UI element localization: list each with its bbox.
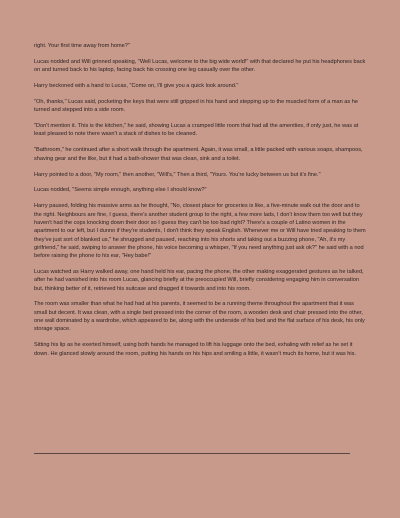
- paragraph-5: "Don't mention it. This is the kitchen," he said, showing Lucas a cramped little room that had all the amenities, if only just, he was at least pleased to note there wasn't a stack of dishes to be cleaned.: [34, 123, 359, 138]
- paragraph-9: Harry paused, folding his massive arms as he thought, "No, closest place for groceries is like, a five-minute walk out the door and to the right. Neighbours are fine, I guess, there's another student group to the right, a few more lads, I don't know them too well but they haven't had the cops knocking down their door so I guess they can't be too bad right? There's a couple of Latino women in the apartment to our left, but I dunno if they're students, I don't think they speak English. Whenever me or Will have tried speaking to them they've just sort of blanked us," he shrugged and paused, reaching into his shorts and taking out a buzzing phone, "Ah, it's my girlfriend," he said, swiping to answer the phone, his voice becoming a whisper, "If you need anything just ask ok?" he said with a nod before raising the phone to his ear, "Hey babe!": [34, 203, 366, 260]
- paragraph-10: Lucas watched as Harry walked away, one hand held his ear, pacing the phone, the other making exaggerated gestures as he talked, after he had vanished into his room Lucas, glancing briefly at the preoccupied Will, briefly considering engaging him in conversation but, thinking better of it, retrieved his suitcase and dragged it towards and into his room.: [34, 268, 364, 292]
- paragraph-7: Harry pointed to a door, "My room," then another, "Will's," Then a third, "Yours. You're lucky between us but it's fine.": [34, 171, 321, 178]
- paragraph-4: "Oh, thanks," Lucas said, pocketing the keys that were still gripped in his hand and stepping up to the muscled form of a man as he turned and stepped into a side room.: [34, 98, 358, 114]
- paragraph-6: "Bathroom," he continued after a short walk through the apartment. Again, it was small, a little packed with various soaps, shampoos, shaving gear and the like, but it had a bath-shower that was clean, sink and a toilet.: [34, 147, 363, 162]
- paragraph-1: right. Your first time away from home?": [34, 43, 130, 49]
- paragraph-11: The room was smaller than what he had had at his parents, it seemed to be a running theme throughout the apartment that it was small but decent. It was clean, with a single bed pressed into the corner of the room, a wooden desk and chair pressed into the other, one wall dominated by a wardrobe, which appeared to be, along with the underside of his bed and the flat surface of his desk, his only storage space.: [34, 301, 365, 333]
- paragraph-3: Harry beckoned with a hand to Lucas, "Come on, I'll give you a quick look around.": [34, 83, 239, 90]
- footer-divider: [34, 453, 350, 454]
- paragraph-2: Lucas nodded and Will grinned speaking, "Well Lucas, welcome to the big wide world!" with that declared he put his headphones back on and turned back to his laptop, facing back his crossing one leg casually over the other.: [34, 58, 366, 74]
- paragraph-8: Lucas nodded, "Seems simple enough, anything else I should know?": [34, 187, 207, 194]
- paragraph-12: Sitting his lip as he exerted himself, using both hands he managed to lift his luggage onto the bed, exhaling with relief as he set it down. He glanced slowly around the room, putting his hands on his hips and smiling a little, it wasn't much its home, but it was his.: [34, 342, 356, 357]
